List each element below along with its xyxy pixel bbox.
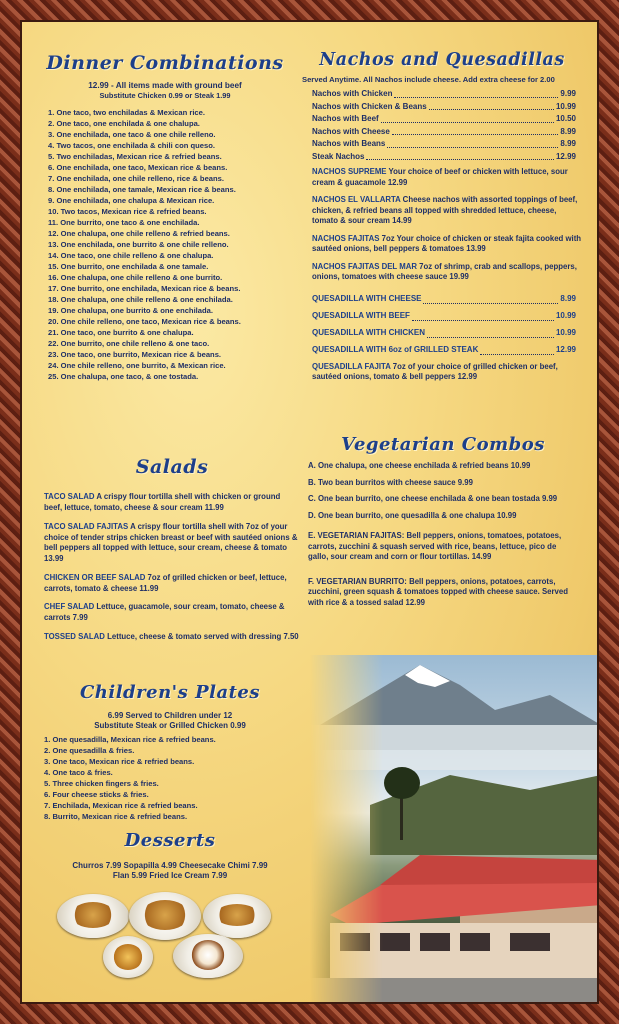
item-price: 10.50 — [555, 114, 576, 123]
item-name: QUESADILLA WITH CHEESE — [312, 293, 422, 303]
item-name: NACHOS FAJITAS — [312, 233, 380, 243]
item-desc: 7oz of shrimp, crab and scallops, peppers, onions, tomatoes with cheese sauce 19.99 — [312, 261, 577, 281]
vegetarian-section — [308, 434, 578, 614]
item-name: CHEF SALAD — [44, 602, 95, 611]
vegetarian-list — [308, 461, 578, 608]
item-desc: 7oz Your choice of chicken or steak fajita cooked with sautéed onions, bell peppers & tomatoes 13.99 — [312, 233, 582, 253]
price-row — [312, 290, 576, 307]
children-item: 1. One quesadilla, Mexican rice & refried beans. — [44, 735, 216, 744]
dinner-title: Dinner Combinations — [46, 52, 284, 74]
children-section — [44, 682, 296, 822]
nachos-intro: Served Anytime. All Nachos include cheese. Add extra cheese for 2.00 — [302, 75, 555, 84]
dinner-item: 8. One enchilada, one tamale, Mexican rice & beans. — [48, 185, 236, 194]
dinner-price-note: 12.99 - All items made with ground beef — [88, 81, 242, 90]
salad-item — [44, 573, 300, 594]
item-name: TOSSED SALAD — [44, 632, 105, 641]
item-price: 9.99 — [560, 89, 576, 98]
dinner-item: 7. One enchilada, one chile relleno, rice & beans. — [48, 174, 224, 183]
nachos-specials — [312, 167, 582, 283]
dot-leader — [412, 320, 554, 321]
nachos-section — [302, 50, 582, 390]
children-list — [44, 734, 296, 822]
vegetarian-item: A. One chalupa, one cheese enchilada & refried beans 10.99 — [308, 461, 531, 470]
children-substitute-note: Substitute Steak or Grilled Chicken 0.99 — [94, 721, 246, 730]
item-name: NACHOS SUPREME — [312, 167, 387, 176]
dinner-item: 12. One chalupa, one chile relleno & refried beans. — [48, 229, 230, 238]
item-price: 10.99 — [555, 101, 576, 111]
dinner-item: 18. One chalupa, one chile relleno & one enchilada. — [48, 295, 233, 304]
item-price: 10.99 — [555, 310, 576, 320]
item-name: NACHOS FAJITAS DEL MAR — [312, 261, 417, 271]
nachos-special-item — [312, 167, 582, 188]
salads-list — [44, 492, 300, 643]
item-name: Nachos with Chicken & Beans — [312, 101, 427, 111]
salad-item — [44, 522, 300, 564]
item-name: QUESADILLA FAJITA — [312, 361, 391, 371]
item-price: 8.99 — [560, 293, 576, 303]
children-item: 7. Enchilada, Mexican rice & refried beans. — [44, 801, 198, 810]
item-desc: A crispy flour tortilla shell with 7oz of your choice of tender strips chicken breast or beef with sautéed onions & bell peppers all topped with lettuce, sour cream, cheese & tomato 13.99 — [44, 522, 298, 563]
children-item: 4. One taco & fries. — [44, 768, 113, 777]
price-row — [312, 113, 576, 126]
price-row — [312, 126, 576, 139]
nachos-title: Nachos and Quesadillas — [319, 50, 565, 70]
item-name: QUESADILLA WITH BEEF — [312, 310, 410, 320]
item-name: Nachos with Cheese — [312, 126, 390, 136]
dinner-item: 22. One burrito, one chile relleno & one taco. — [48, 339, 210, 348]
dessert-plate-photo — [129, 892, 201, 940]
vegetarian-title: Vegetarian Combos — [341, 434, 545, 455]
item-desc: Lettuce, cheese & tomato served with dressing 7.50 — [104, 632, 299, 641]
nachos-special-item — [312, 234, 582, 255]
vegetarian-item: B. Two bean burritos with cheese sauce 9.99 — [308, 477, 473, 487]
item-name: Nachos with Chicken — [312, 89, 393, 98]
dessert-plate-photo — [57, 894, 129, 938]
price-row — [312, 138, 576, 151]
quesadilla-price-list — [312, 290, 576, 358]
item-desc: 7oz of your choice of grilled chicken or beef, sautéed onions, tomato & bell peppers 12.99 — [312, 361, 558, 381]
item-desc: Cheese nachos with assorted toppings of beef, chicken, & refried beans all topped with shredded lettuce, cheese, tomato & sour cream 14.99 — [312, 195, 578, 225]
fried-ice-cream-photo — [173, 934, 243, 978]
dinner-item: 21. One taco, one burrito & one chalupa. — [48, 328, 194, 337]
dinner-item: 10. Two tacos, Mexican rice & refried beans. — [48, 207, 207, 216]
dinner-section — [40, 52, 290, 382]
item-price: 12.99 — [555, 151, 576, 161]
salads-title: Salads — [135, 456, 209, 478]
nachos-special-item — [312, 195, 582, 227]
dot-leader — [392, 134, 559, 135]
price-row — [312, 151, 576, 164]
price-row — [312, 324, 576, 341]
restaurant-photo — [310, 655, 599, 1004]
dinner-item: 2. One taco, one enchilada & one chalupa. — [48, 119, 200, 128]
children-item: 2. One quesadilla & fries. — [44, 746, 135, 755]
desserts-title: Desserts — [124, 830, 216, 851]
vegetarian-item: C. One bean burrito, one cheese enchilada & one bean tostada 9.99 — [308, 494, 558, 503]
price-row — [312, 307, 576, 324]
dinner-item: 25. One chalupa, one taco, & one tostada. — [48, 372, 199, 381]
children-title: Children's Plates — [79, 682, 261, 703]
nachos-price-list — [312, 88, 576, 163]
mountain-restaurant-illustration — [310, 655, 599, 1004]
dinner-item: 23. One taco, one burrito, Mexican rice & beans. — [48, 350, 222, 359]
item-name: QUESADILLA WITH 6oz of GRILLED STEAK — [312, 344, 479, 354]
item-desc: 7oz of grilled chicken or beef, lettuce, carrots, tomato & cheese 11.99 — [44, 573, 287, 593]
item-name: Nachos with Beans — [312, 139, 386, 148]
dinner-item: 17. One burrito, one enchilada, Mexican rice & beans. — [48, 284, 241, 293]
dinner-item: 16. One chalupa, one chile relleno & one burrito. — [48, 273, 223, 282]
dinner-item: 15. One burrito, one enchilada & one tamale. — [48, 262, 209, 271]
item-name: NACHOS EL VALLARTA — [312, 195, 401, 204]
item-name: QUESADILLA WITH CHICKEN — [312, 327, 426, 337]
dot-leader — [427, 337, 554, 338]
salad-item — [44, 602, 300, 623]
item-desc: A crispy flour tortilla shell with chicken or ground beef, lettuce, tomato, cheese & sour cream 11.99 — [44, 492, 281, 512]
dinner-item: 11. One burrito, one taco & one enchilada. — [48, 218, 200, 227]
dot-leader — [429, 109, 554, 110]
vegetarian-item: D. One bean burrito, one quesadilla & one chalupa 10.99 — [308, 510, 517, 520]
item-name: TACO SALAD — [44, 492, 95, 501]
dot-leader — [387, 147, 558, 148]
dinner-item: 1. One taco, two enchiladas & Mexican rice. — [48, 108, 205, 117]
price-row — [312, 88, 576, 101]
dot-leader — [381, 122, 554, 123]
menu-page — [20, 20, 599, 1004]
price-row — [312, 101, 576, 114]
vegetarian-item: F. VEGETARIAN BURRITO: Bell peppers, onions, potatoes, carrots, zucchini, green squash & tomatoes topped with cheese sauce. Served with rice & a tossed salad 12.99 — [308, 576, 568, 607]
item-name: CHICKEN OR BEEF SALAD — [44, 573, 146, 582]
item-price: 12.99 — [555, 344, 576, 354]
salads-section — [44, 456, 300, 652]
flan-photo — [103, 936, 153, 978]
dot-leader — [423, 303, 558, 304]
dinner-item: 3. One enchilada, one taco & one chile relleno. — [48, 130, 216, 139]
dinner-item: 9. One enchilada, one chalupa & Mexican rice. — [48, 196, 215, 205]
item-name: Nachos with Beef — [312, 114, 379, 123]
dinner-item: 5. Two enchiladas, Mexican rice & refried beans. — [48, 152, 222, 161]
dinner-item: 14. One taco, one chile relleno & one chalupa. — [48, 251, 214, 260]
item-price: 8.99 — [560, 139, 576, 148]
item-price: 8.99 — [560, 126, 576, 136]
item-price: 10.99 — [555, 327, 576, 337]
item-desc: Your choice of beef or chicken with lettuce, sour cream & guacamole 12.99 — [312, 167, 568, 187]
dinner-substitute-note: Substitute Chicken 0.99 or Steak 1.99 — [99, 91, 231, 100]
price-row — [312, 341, 576, 358]
dinner-item: 4. Two tacos, one enchilada & chili con queso. — [48, 141, 215, 150]
salad-item — [44, 632, 300, 643]
dinner-list — [48, 107, 290, 382]
dot-leader — [366, 159, 554, 160]
desserts-section — [44, 830, 296, 881]
nachos-special-item — [312, 262, 582, 283]
desserts-line-1: Churros 7.99 Sopapilla 4.99 Cheesecake Chimi 7.99 — [72, 861, 268, 870]
children-item: 5. Three chicken fingers & fries. — [44, 779, 159, 788]
quesadilla-fajita — [312, 362, 582, 383]
dot-leader — [394, 97, 558, 98]
dinner-item: 19. One chalupa, one burrito & one enchilada. — [48, 306, 213, 315]
children-item: 6. Four cheese sticks & fries. — [44, 790, 149, 799]
dot-leader — [480, 354, 554, 355]
dessert-plate-photo — [203, 894, 271, 938]
dessert-photos — [57, 890, 287, 982]
dinner-item: 20. One chile relleno, one taco, Mexican rice & beans. — [48, 317, 241, 326]
children-item: 8. Burrito, Mexican rice & refried beans. — [44, 812, 188, 821]
children-item: 3. One taco, Mexican rice & refried beans. — [44, 757, 195, 766]
desserts-line-2: Flan 5.99 Fried Ice Cream 7.99 — [112, 871, 228, 880]
dinner-item: 6. One enchilada, one taco, Mexican rice & beans. — [48, 163, 228, 172]
vegetarian-item: E. VEGETARIAN FAJITAS: Bell peppers, onions, tomatoes, potatoes, carrots, zucchini & squash served with rice, beans, lettuce, pico de gallo, sour cream and corn or flour tortillas. 14.99 — [308, 531, 562, 561]
item-desc: Lettuce, guacamole, sour cream, tomato, cheese & carrots 7.99 — [44, 602, 285, 622]
item-name: TACO SALAD FAJITAS — [44, 522, 129, 531]
salad-item — [44, 492, 300, 513]
dinner-item: 13. One enchilada, one burrito & one chile relleno. — [48, 240, 229, 249]
dinner-item: 24. One chile relleno, one burrito, & Mexican rice. — [48, 361, 226, 370]
item-name: Steak Nachos — [312, 151, 365, 161]
children-price-note: 6.99 Served to Children under 12 — [107, 711, 233, 720]
